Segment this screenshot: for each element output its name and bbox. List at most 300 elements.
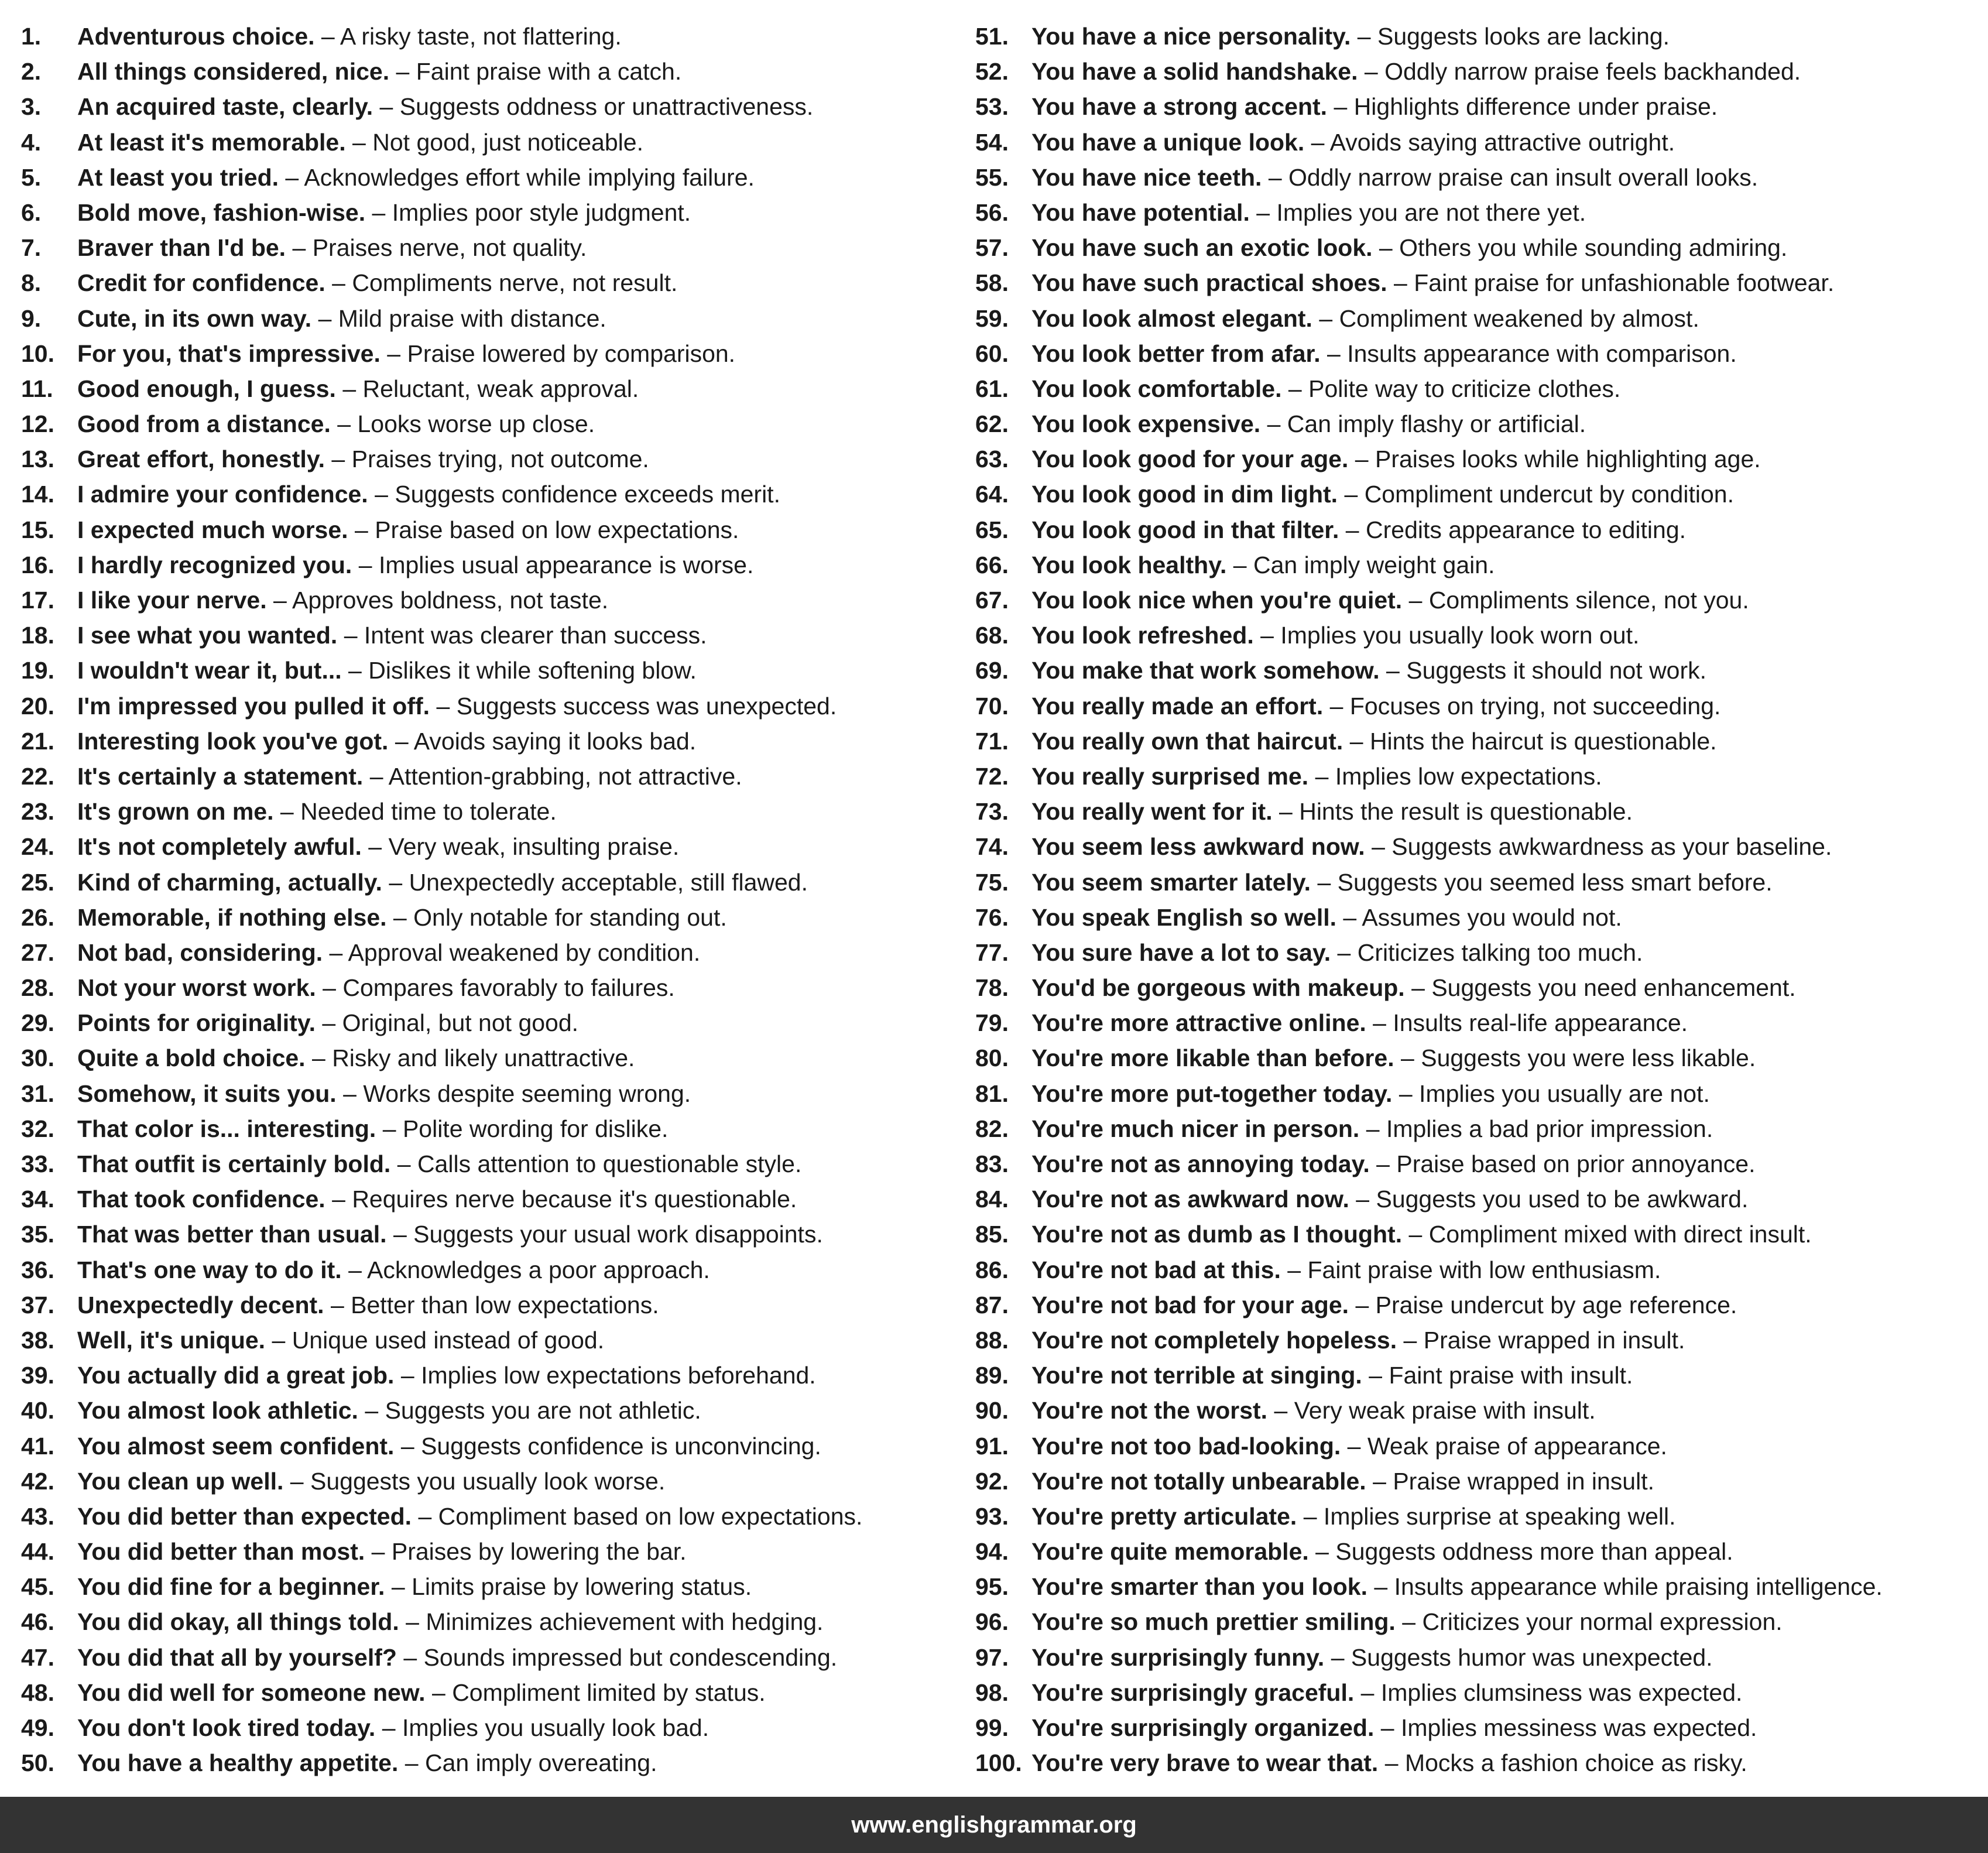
list-item [975, 547, 1976, 583]
item-text [77, 1252, 710, 1287]
item-meaning: Attention-grabbing, not attractive. [388, 762, 742, 790]
item-phrase: You look good in that filter. [1031, 516, 1339, 543]
item-text [77, 1076, 691, 1111]
item-separator: – [1319, 304, 1333, 332]
item-separator: – [332, 269, 345, 297]
item-meaning: Intent was clearer than success. [364, 622, 707, 649]
item-separator: – [1343, 903, 1357, 931]
item-number: 12. [21, 410, 54, 438]
item-separator: – [1372, 833, 1385, 861]
list-item [21, 1005, 952, 1040]
item-meaning: Suggests you used to be awkward. [1376, 1186, 1749, 1213]
item-meaning: Suggests confidence exceeds merit. [395, 481, 780, 508]
item-meaning: Suggests it should not work. [1406, 657, 1707, 684]
list-item [975, 1710, 1976, 1745]
list-item [975, 125, 1976, 160]
item-separator: – [311, 1044, 325, 1072]
item-meaning: Implies clumsiness was expected. [1380, 1679, 1743, 1706]
item-text [1031, 160, 1758, 195]
item-meaning: Acknowledges a poor approach. [367, 1256, 710, 1283]
list-item [975, 1499, 1976, 1534]
item-number: 79. [975, 1009, 1009, 1037]
list-column-left [21, 19, 952, 1780]
item-meaning: Suggests you usually look worse. [310, 1467, 666, 1495]
item-phrase: You're surprisingly organized. [1031, 1714, 1375, 1741]
item-separator: – [1355, 1291, 1369, 1318]
item-meaning: Can imply flashy or artificial. [1287, 410, 1586, 438]
item-number: 21. [21, 727, 54, 755]
item-text [77, 970, 675, 1005]
item-separator: – [323, 974, 336, 1002]
item-phrase: You have such practical shoes. [1031, 269, 1387, 297]
item-phrase: You really own that haircut. [1031, 727, 1343, 755]
item-meaning: Calls attention to questionable style. [417, 1150, 802, 1177]
list-item [21, 1569, 952, 1604]
item-text [77, 301, 606, 336]
item-text [77, 477, 780, 512]
list-item [21, 1534, 952, 1569]
item-text [1031, 829, 1832, 864]
list-item [21, 512, 952, 547]
item-text [1031, 618, 1639, 653]
list-item [21, 265, 952, 300]
item-separator: – [1344, 481, 1358, 508]
item-phrase: You look almost elegant. [1031, 304, 1312, 332]
list-item [975, 19, 1976, 54]
item-meaning: Faint praise with a catch. [416, 58, 682, 85]
item-text [1031, 1111, 1713, 1146]
item-separator: – [406, 1608, 419, 1636]
item-phrase: You're very brave to wear that. [1031, 1749, 1379, 1777]
item-number: 34. [21, 1186, 54, 1213]
item-number: 95. [975, 1573, 1009, 1601]
item-meaning: Implies you usually look bad. [402, 1714, 709, 1741]
item-meaning: Highlights difference under praise. [1353, 93, 1718, 121]
item-phrase: Braver than I'd be. [77, 234, 286, 262]
item-separator: – [418, 1502, 432, 1530]
item-phrase: You make that work somehow. [1031, 657, 1380, 684]
item-number: 2. [21, 58, 42, 85]
item-text [1031, 935, 1643, 970]
item-text [1031, 689, 1720, 724]
item-meaning: Implies usual appearance is worse. [378, 551, 754, 578]
item-number: 77. [975, 939, 1009, 966]
item-phrase: It's not completely awful. [77, 833, 362, 861]
list-item [21, 1675, 952, 1710]
item-meaning: Suggests confidence is unconvincing. [421, 1432, 821, 1460]
list-item [21, 794, 952, 829]
list-item [975, 195, 1976, 230]
item-number: 59. [975, 304, 1009, 332]
item-text [77, 441, 649, 477]
item-meaning: Polite wording for dislike. [402, 1115, 669, 1142]
item-phrase: I admire your confidence. [77, 481, 368, 508]
item-number: 8. [21, 269, 42, 297]
item-text [77, 1675, 766, 1710]
list-item [975, 1640, 1976, 1675]
item-separator: – [1279, 798, 1293, 826]
item-meaning: Praises looks while highlighting age. [1375, 446, 1761, 473]
item-number: 43. [21, 1502, 54, 1530]
item-phrase: You look nice when you're quiet. [1031, 587, 1403, 614]
item-meaning: Unique used instead of good. [292, 1326, 605, 1354]
item-text [1031, 1358, 1633, 1393]
item-meaning: Suggests looks are lacking. [1377, 23, 1670, 50]
item-phrase: You really went for it. [1031, 798, 1273, 826]
item-phrase: You look comfortable. [1031, 375, 1282, 402]
item-number: 53. [975, 93, 1009, 121]
item-separator: – [1376, 1150, 1390, 1177]
list-item [975, 336, 1976, 371]
item-phrase: You really surprised me. [1031, 762, 1309, 790]
item-text [1031, 1005, 1688, 1040]
item-text [1031, 583, 1749, 618]
list-item [975, 89, 1976, 124]
item-text [1031, 1429, 1667, 1464]
list-item [975, 1464, 1976, 1499]
item-text [77, 19, 622, 54]
item-meaning: Suggests awkwardness as your baseline. [1391, 833, 1832, 861]
list-item [975, 1252, 1976, 1287]
item-separator: – [1356, 1186, 1370, 1213]
item-number: 80. [975, 1044, 1009, 1072]
item-text [77, 935, 700, 970]
item-text [1031, 794, 1633, 829]
item-number: 71. [975, 727, 1009, 755]
item-separator: – [389, 868, 403, 896]
item-meaning: Insults real-life appearance. [1393, 1009, 1688, 1037]
item-text [77, 829, 679, 864]
item-number: 69. [975, 657, 1009, 684]
item-number: 39. [21, 1362, 54, 1389]
item-text [77, 160, 755, 195]
item-phrase: Somehow, it suits you. [77, 1080, 337, 1107]
item-text [77, 1429, 821, 1464]
item-number: 1. [21, 23, 42, 50]
item-meaning: Implies you are not there yet. [1276, 198, 1586, 226]
item-meaning: Mild praise with distance. [338, 304, 606, 332]
item-meaning: Implies surprise at speaking well. [1323, 1502, 1676, 1530]
item-separator: – [321, 23, 335, 50]
item-number: 92. [975, 1467, 1009, 1495]
item-meaning: Works despite seeming wrong. [363, 1080, 691, 1107]
item-separator: – [1329, 692, 1343, 720]
item-number: 99. [975, 1714, 1009, 1741]
item-text [77, 547, 753, 583]
item-separator: – [436, 692, 450, 720]
item-separator: – [285, 163, 299, 191]
item-meaning: Not good, just noticeable. [372, 128, 643, 156]
item-separator: – [1408, 1221, 1423, 1248]
item-number: 65. [975, 516, 1009, 543]
item-meaning: Implies low expectations beforehand. [421, 1362, 816, 1389]
item-phrase: Adventurous choice. [77, 23, 315, 50]
item-phrase: You're pretty articulate. [1031, 1502, 1297, 1530]
item-text [1031, 653, 1706, 688]
item-meaning: Praise undercut by age reference. [1375, 1291, 1737, 1318]
list-item [975, 1534, 1976, 1569]
item-number: 87. [975, 1291, 1009, 1318]
item-number: 73. [975, 798, 1009, 826]
item-meaning: Very weak, insulting praise. [388, 833, 680, 861]
item-number: 84. [975, 1186, 1009, 1213]
item-separator: – [382, 1714, 396, 1741]
item-phrase: Cute, in its own way. [77, 304, 312, 332]
list-item [975, 829, 1976, 864]
list-item [21, 1604, 952, 1639]
list-item [975, 794, 1976, 829]
item-separator: – [343, 1080, 357, 1107]
item-phrase: Well, it's unique. [77, 1326, 266, 1354]
item-separator: – [322, 1009, 336, 1037]
item-text [1031, 406, 1586, 441]
item-meaning: Insults appearance while praising intelligence. [1394, 1573, 1883, 1601]
item-meaning: Compares favorably to failures. [342, 974, 675, 1002]
item-meaning: Praise based on prior annoyance. [1396, 1150, 1756, 1177]
item-separator: – [1288, 375, 1302, 402]
item-text [1031, 1534, 1733, 1569]
item-number: 18. [21, 622, 54, 649]
item-text [77, 794, 557, 829]
item-phrase: All things considered, nice. [77, 58, 390, 85]
item-meaning: Others you while sounding admiring. [1399, 234, 1788, 262]
item-number: 28. [21, 974, 54, 1002]
list-item [975, 970, 1976, 1005]
item-number: 46. [21, 1608, 54, 1636]
list-item [21, 125, 952, 160]
item-number: 49. [21, 1714, 54, 1741]
list-item [975, 724, 1976, 759]
item-separator: – [375, 481, 388, 508]
item-meaning: Compliments nerve, not result. [352, 269, 678, 297]
item-meaning: Minimizes achievement with hedging. [426, 1608, 824, 1636]
item-phrase: You're more attractive online. [1031, 1009, 1366, 1037]
item-separator: – [331, 446, 345, 473]
item-number: 78. [975, 974, 1009, 1002]
item-number: 37. [21, 1291, 54, 1318]
item-number: 14. [21, 481, 54, 508]
item-meaning: Suggests success was unexpected. [456, 692, 837, 720]
list-item [975, 689, 1976, 724]
item-separator: – [1374, 1573, 1388, 1601]
item-text [77, 336, 735, 371]
list-item [975, 265, 1976, 300]
item-phrase: Bold move, fashion-wise. [77, 198, 366, 226]
item-separator: – [358, 551, 372, 578]
item-phrase: You're surprisingly funny. [1031, 1643, 1325, 1671]
item-meaning: Praises by lowering the bar. [391, 1538, 687, 1566]
item-phrase: For you, that's impressive. [77, 340, 381, 367]
item-separator: – [1349, 727, 1363, 755]
item-number: 9. [21, 304, 42, 332]
item-phrase: You sure have a lot to say. [1031, 939, 1331, 966]
list-item [975, 1429, 1976, 1464]
item-number: 45. [21, 1573, 54, 1601]
item-phrase: You did okay, all things told. [77, 1608, 399, 1636]
list-item [975, 900, 1976, 935]
list-item [21, 371, 952, 406]
item-separator: – [382, 1115, 396, 1142]
item-text [1031, 1393, 1596, 1428]
list-item [975, 1181, 1976, 1217]
item-phrase: You look refreshed. [1031, 622, 1254, 649]
item-phrase: That color is... interesting. [77, 1115, 376, 1142]
item-text [77, 512, 739, 547]
item-phrase: You almost seem confident. [77, 1432, 395, 1460]
item-meaning: Better than low expectations. [351, 1291, 659, 1318]
item-number: 47. [21, 1643, 54, 1671]
list-item [21, 1111, 952, 1146]
item-meaning: Implies a bad prior impression. [1386, 1115, 1713, 1142]
item-number: 94. [975, 1538, 1009, 1566]
item-phrase: I see what you wanted. [77, 622, 338, 649]
list-item [21, 1640, 952, 1675]
item-phrase: That took confidence. [77, 1186, 325, 1213]
item-number: 50. [21, 1749, 54, 1777]
item-text [1031, 759, 1602, 794]
list-item [21, 1287, 952, 1323]
item-text [1031, 89, 1718, 124]
item-separator: – [431, 1679, 445, 1706]
item-separator: – [1357, 23, 1371, 50]
item-separator: – [405, 1749, 419, 1777]
item-separator: – [292, 234, 306, 262]
item-phrase: You're not terrible at singing. [1031, 1362, 1362, 1389]
item-number: 7. [21, 234, 42, 262]
item-text [77, 195, 691, 230]
item-meaning: Requires nerve because it's questionable. [352, 1186, 797, 1213]
item-text [1031, 1252, 1661, 1287]
item-number: 91. [975, 1432, 1009, 1460]
item-separator: – [280, 798, 294, 826]
item-text [1031, 1675, 1742, 1710]
item-text [1031, 547, 1495, 583]
item-text [1031, 1710, 1757, 1745]
item-meaning: Compliment mixed with direct insult. [1428, 1221, 1812, 1248]
list-item [21, 1146, 952, 1181]
list-column-right [975, 19, 1976, 1780]
item-phrase: Good enough, I guess. [77, 375, 336, 402]
item-number: 36. [21, 1256, 54, 1283]
item-phrase: I wouldn't wear it, but... [77, 657, 342, 684]
item-meaning: Praise wrapped in insult. [1423, 1326, 1685, 1354]
item-text [1031, 970, 1796, 1005]
item-meaning: Faint praise for unfashionable footwear. [1414, 269, 1835, 297]
item-separator: – [1260, 622, 1274, 649]
item-number: 74. [975, 833, 1009, 861]
item-meaning: Faint praise with insult. [1389, 1362, 1633, 1389]
item-number: 23. [21, 798, 54, 826]
item-number: 11. [21, 375, 53, 402]
item-text [77, 406, 595, 441]
footer-bar [0, 1797, 1988, 1853]
item-meaning: Acknowledges effort while implying failure. [304, 163, 755, 191]
item-separator: – [369, 762, 383, 790]
item-text [77, 653, 697, 688]
item-phrase: You look good for your age. [1031, 446, 1349, 473]
item-meaning: Avoids saying it looks bad. [413, 727, 697, 755]
item-separator: – [371, 1538, 385, 1566]
item-separator: – [1379, 234, 1393, 262]
item-separator: – [1267, 410, 1281, 438]
item-number: 75. [975, 868, 1009, 896]
list-item [21, 900, 952, 935]
item-meaning: Implies poor style judgment. [392, 198, 691, 226]
item-separator: – [1364, 58, 1378, 85]
item-phrase: You seem less awkward now. [1031, 833, 1365, 861]
item-meaning: Credits appearance to editing. [1366, 516, 1687, 543]
list-item [975, 653, 1976, 688]
item-phrase: Credit for confidence. [77, 269, 325, 297]
item-meaning: Insults appearance with comparison. [1347, 340, 1737, 367]
item-text [1031, 512, 1686, 547]
item-text [1031, 1287, 1737, 1323]
item-meaning: Hints the result is questionable. [1299, 798, 1633, 826]
item-number: 10. [21, 340, 54, 367]
item-meaning: Implies low expectations. [1335, 762, 1602, 790]
item-meaning: Weak praise of appearance. [1367, 1432, 1667, 1460]
list-item [21, 829, 952, 864]
list-item [975, 1287, 1976, 1323]
item-phrase: You really made an effort. [1031, 692, 1324, 720]
item-phrase: Interesting look you've got. [77, 727, 389, 755]
item-separator: – [1337, 939, 1351, 966]
item-meaning: Oddly narrow praise can insult overall looks. [1288, 163, 1759, 191]
item-number: 98. [975, 1679, 1009, 1706]
list-item [975, 1111, 1976, 1146]
list-item [21, 1076, 952, 1111]
list-item [21, 1499, 952, 1534]
item-text [77, 230, 587, 265]
item-meaning: Unexpectedly acceptable, still flawed. [409, 868, 808, 896]
item-separator: – [337, 410, 351, 438]
item-text [1031, 477, 1734, 512]
item-meaning: Suggests oddness or unattractiveness. [399, 93, 814, 121]
item-number: 58. [975, 269, 1009, 297]
list-item [21, 1393, 952, 1428]
item-text [1031, 1569, 1883, 1604]
item-number: 76. [975, 903, 1009, 931]
item-text [1031, 195, 1586, 230]
item-separator: – [1347, 1432, 1361, 1460]
list-item [975, 441, 1976, 477]
item-separator: – [1401, 1044, 1414, 1072]
item-phrase: You're much nicer in person. [1031, 1115, 1360, 1142]
item-separator: – [391, 1573, 405, 1601]
item-phrase: I'm impressed you pulled it off. [77, 692, 430, 720]
item-text [77, 689, 837, 724]
list-item [21, 54, 952, 89]
item-number: 42. [21, 1467, 54, 1495]
item-number: 29. [21, 1009, 54, 1037]
item-text [77, 1569, 752, 1604]
list-item [975, 618, 1976, 653]
item-phrase: You have a unique look. [1031, 128, 1305, 156]
item-phrase: You have such an exotic look. [1031, 234, 1373, 262]
list-item [975, 477, 1976, 512]
item-text [1031, 1076, 1710, 1111]
list-item [975, 230, 1976, 265]
item-text [77, 1146, 801, 1181]
list-item [21, 406, 952, 441]
item-number: 100. [975, 1749, 1022, 1777]
item-text [77, 1745, 657, 1780]
item-separator: – [1399, 1080, 1413, 1107]
item-text [77, 265, 677, 300]
item-text [77, 1534, 687, 1569]
item-text [1031, 1323, 1685, 1358]
item-phrase: You're not the worst. [1031, 1397, 1268, 1424]
